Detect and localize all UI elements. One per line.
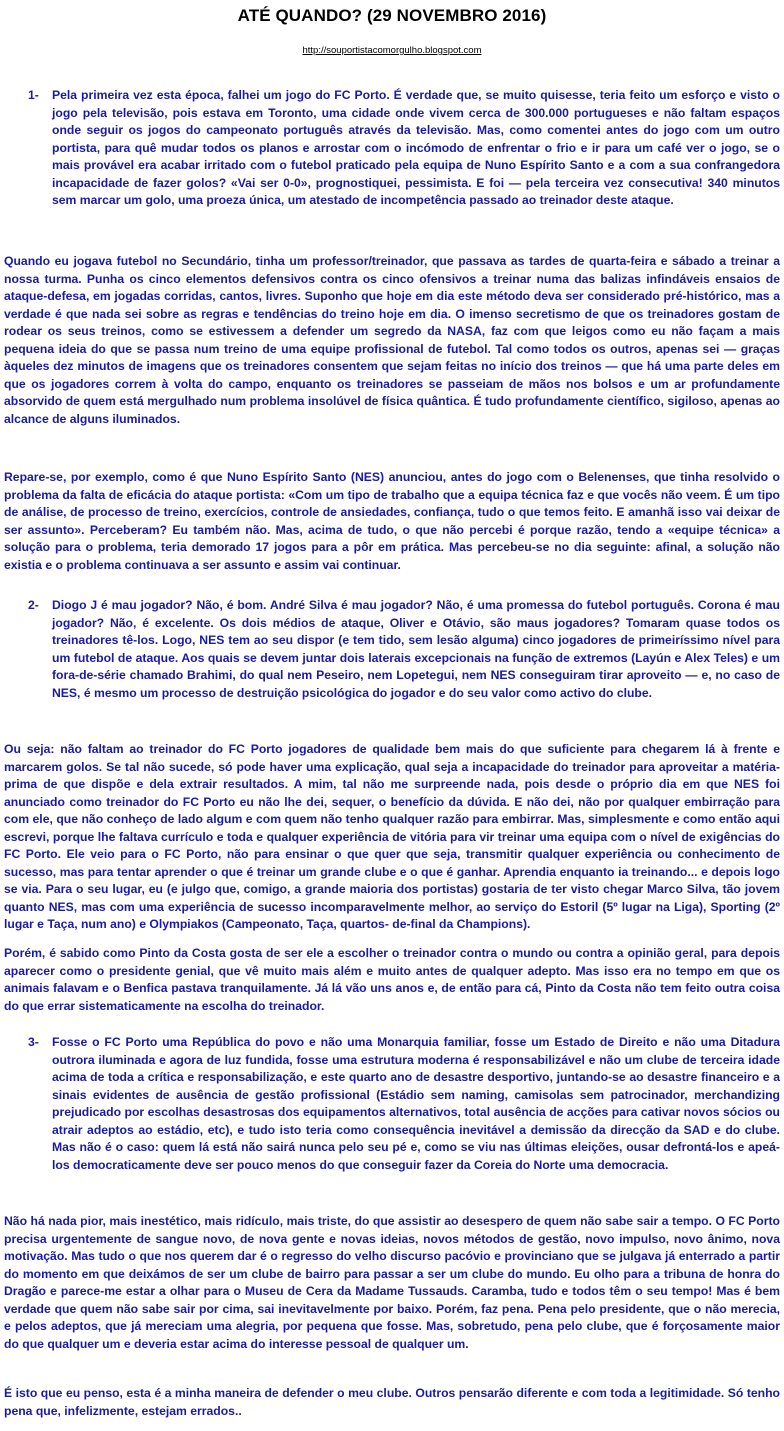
paragraph-3: Repare-se, por exemplo, como é que Nuno Espírito Santo (NES) anunciou, antes do jogo com o Belenenses, que tinha resolvido o problema da falta de eficácia do ataque portista: «Com um tipo de trabalho que a equipa técnica faz e que vocês não veem. É um tipo de análise, de processo de treino, exercícios, controle de ansiedades, confiança, tudo o que temos feito. E amanhã isso vai deixar de ser assunto». Perceberam? Eu também não. Mas, acima de tudo, o que não percebi é porque razão, tendo a «equipe técnica» a solução para o problema, teria demorado 17 jogos para a pôr em prática. Mas percebeu-se no dia seguinte: afinal, a solução não existia e o problema continuava a ser assunto e assim vai continuar. xyxy=(4,470,780,572)
paragraph-5: Ou seja: não faltam ao treinador do FC Porto jogadores de qualidade bem mais do que suficiente para chegarem lá à frente e marcarem golos. Se tal não sucede, só pode haver uma explicação, qual seja a incapacidade do treinador para aproveitar a matéria-prima de que dispõe e dela extrair resultados. A mim, tal não me surpreende nada, pois desde o próprio dia em que NES foi anunciado como treinador do FC Porto eu não lhe dei, sequer, o benefício da dúvida. E não dei, não por qualquer embirração para com ele, que não conheço de lado algum e com quem não tenho qualquer razão para embirrar. Mas, simplesmente e como então aqui escrevi, porque lhe faltava currículo e toda e qualquer experiência de vitória para vir treinar uma equipa com o nível de exigências do FC Porto. Ele veio para o FC Porto, não para ensinar o que quer que seja, transmitir qualquer experiência ou conhecimento de sucesso, mas para tentar aprender o que é treinar um grande clube e o que é ganhar. Aprendia enquanto ia treinando... e depois logo se via. Para o seu lugar, eu (e julgo que, comigo, a grande maioria dos portistas) gostaria de ter visto chegar Marco Silva, tão jovem quanto NES, mas com uma experiência de sucesso incomparavelmente melhor, ao serviço do Estoril (5º lugar na Liga), Sporting (2º lugar e Taça, num ano) e Olympiakos (Campeonato, Taça, quartos- de-final da Champions). xyxy=(4,742,780,931)
paragraph-6: Porém, é sabido como Pinto da Costa gosta de ser ele a escolher o treinador contra o mundo ou contra a opinião geral, para depois aparecer como o presidente genial, que vê muito mais além e muito antes de qualquer adepto. Mas isso era no tempo em que os animais falavam e o Benfica pastava tranquilamente. Já lá vão uns anos e, de então para cá, Pinto da Costa não tem feito outra coisa do que errar sistematicamente na escolha do treinador. xyxy=(4,946,780,1013)
paragraph-4: Diogo J é mau jogador? Não, é bom. André Silva é mau jogador? Não, é uma promessa do futebol português. Corona é mau jogador? Não, é excelente. Os dois médios de ataque, Oliver e Otávio, são maus jogadores? Tomaram quase todos os treinadores tê-los. Logo, NES tem ao seu dispor (e tem tido, sem lesão alguma) cinco jogadores de primeiríssimo nível para um futebol de ataque. Aos quais se devem juntar dois laterais excepcionais na função de extremos (Layún e Alex Teles) e um fora-de-série chamado Brahimi, do qual nem Peseiro, nem Lopetegui, nem NES conseguiram tirar aproveito — e, no caso de NES, é mesmo um processo de destruição psicológica do jogador e do seu valor como activo do clube. xyxy=(52,598,780,700)
paragraph-7: Fosse o FC Porto uma República do povo e não uma Monarquia familiar, fosse um Estado de Direito e não uma Ditadura outrora iluminada e agora de luz fundida, fosse uma estrutura moderna é responsabilizável e não um clube de terceira idade acima de toda a crítica e responsabilização, e este quarto ano de desastre desportivo, juntando-se ao desastre financeiro e a sinais evidentes de ausência de gestão profissional (Estádio sem naming, camisolas sem patrocinador, merchandizing prejudicado por escolhas desastrosas dos equipamentos alternativos, total ausência de acções para cativar novos sócios ou atrair adeptos ao estádio, etc), e tudo isto teria como consequência inevitável a demissão da direcção da SAD e do clube. Mas não é o caso: quem lá está não sairá nunca pelo seu pé e, como se viu nas últimas eleições, ousar defrontá-los e apeá-los democraticamente deve ser pouco menos do que conseguir fazer da Coreia do Norte uma democracia. xyxy=(52,1035,780,1172)
paragraph-1: Pela primeira vez esta época, falhei um jogo do FC Porto. É verdade que, se muito quisesse, teria feito um esforço e visto o jogo pela televisão, pois estava em Toronto, uma cidade onde vivem cerca de 300.000 portugueses e não faltam espaços onde seguir os jogos do campeonato português através da televisão. Mas, como comentei antes do jogo com um outro portista, para quê mudar todos os planos e arrostar com o incómodo de enfrentar o frio e ir para um café ver o jogo, se o mais provável era acabar irritado com o futebol praticado pela equipa de Nuno Espírito Santo e a com a sua confrangedora incapacidade de fazer golos? «Vai ser 0-0», prognostiquei, pessimista. E foi — pela terceira vez consecutiva! 340 minutos sem marcar um golo, uma proeza única, um atestado de incompetência passado ao treinador deste ataque. xyxy=(52,88,780,207)
paragraph-9: É isto que eu penso, esta é a minha maneira de defender o meu clube. Outros pensarão diferente e com toda a legitimidade. Só tenho pena que, infelizmente, estejam errados.. xyxy=(4,1386,780,1418)
section-number: 1- xyxy=(28,88,39,102)
paragraph-8: Não há nada pior, mais inestético, mais ridículo, mais triste, do que assistir ao desespero de quem não sabe sair a tempo. O FC Porto precisa urgentemente de sangue novo, de nova gente e novas ideias, novos métodos de gestão, novo impulso, novo ânimo, nova motivação. Mas tudo o que nos querem dar é o regresso do velho discurso pacóvio e provinciano que se julgava já enterrado a partir do momento em que deixámos de ser um clube de bairro para passar a ser um clube do mundo. Eu olho para a tribuna de honra do Dragão e parece-me estar a olhar para o Museu de Cera da Madame Tussauds. Caramba, tudo e todos têm o seu tempo! Mas é bem verdade que quem não sabe sair por cima, sai inevitavelmente por baixo. Porém, faz pena. Pena pelo presidente, que o não merecia, e pelos adeptos, que já mereciam uma alegria, por pequena que fosse. Mas, sobretudo, pena pelo clube, que é forçosamente maior do que qualquer um e deveria estar acima do interesse pessoal de qualquer um. xyxy=(4,1214,780,1351)
page-title: ATÉ QUANDO? (29 NOVEMBRO 2016) xyxy=(237,6,547,25)
source-link[interactable]: http://souportistacomorgulho.blogspot.com xyxy=(302,45,482,56)
paragraph-2: Quando eu jogava futebol no Secundário, tinha um professor/treinador, que passava as tardes de quarta-feira e sábado a treinar a nossa turma. Punha os cinco elementos defensivos contra os cinco ofensivos a treinar numa das balizas infindáveis ensaios de ataque-defesa, em jogadas corridas, cantos, livres. Suponho que hoje em dia este método deva ser considerado pré-histórico, mas a verdade é que nada sei sobre as regras e tendências do treino hoje em dia. O imenso secretismo de que os treinadores gostam de rodear os seus treinos, como se estivessem a defender um segredo da NASA, faz com que leigos como eu não façam a mais pequena ideia do que se passa num treino de uma equipe profissional de futebol. Tal como todos os outros, apenas sei — graças àqueles dez minutos de imagens que os treinadores consentem que sejam feitas no início dos treinos — que há uma parte deles em que os jogadores correm à volta do campo, enquanto os treinadores se passeiam de mãos nos bolsos e um ar profundamente absorvido de quem está mergulhado num problema insolúvel de física quântica. É tudo profundamente científico, sigiloso, apenas ao alcance de alguns iluminados. xyxy=(4,254,780,426)
section-number: 3- xyxy=(28,1035,39,1049)
section-number: 2- xyxy=(28,598,39,612)
